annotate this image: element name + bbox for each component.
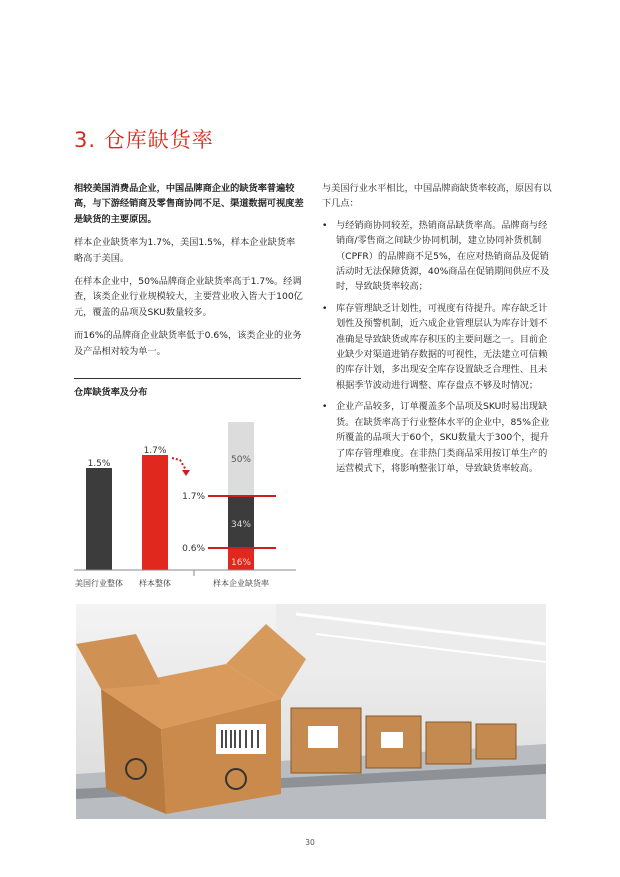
x-label-us: 美国行业整体 xyxy=(75,579,123,588)
reason-item-1: • 与经销商协同较差，热销商品缺货率高。品牌商与经销商/零售商之间缺少协同机制，建立协同补货机制（CPFR）的品牌商不足5%，在应对热销商品及促销活动时无法保障货源，40%商品在促销期间供应不及时，导致缺货率较高； xyxy=(322,218,554,295)
right-column xyxy=(322,181,554,482)
stack-label-34: 34% xyxy=(230,520,252,530)
section-title: 3. 仓库缺货率 xyxy=(74,128,214,152)
chart-svg xyxy=(74,400,304,595)
lead-paragraph: 相较美国消费品企业，中国品牌商企业的缺货率普遍较高，与下游经销商及零售商协同不足、渠道数据可视度差是缺货的主要原因。 xyxy=(74,183,304,225)
bar-us xyxy=(86,468,112,570)
warehouse-boxes-photo xyxy=(76,604,546,819)
x-label-distribution: 样本企业缺货率 xyxy=(213,579,269,588)
reason-item-3: • 企业产品较多，订单覆盖多个品项及SKU时易出现缺货。在缺货率高于行业整体水平的企业中，85%企业所覆盖的品项大于60个，SKU数量大于300个，提升了库存管理难度。在非热门类商品采用按订单生产的运营模式下，将影响整张订单，导致缺货率较高。 xyxy=(322,399,554,476)
stack-label-50: 50% xyxy=(230,455,252,465)
paragraph-1: 样本企业缺货率为1.7%，美国1.5%，样本企业缺货率略高于美国。 xyxy=(74,237,296,264)
threshold-label-1-7: 1.7% xyxy=(182,492,205,502)
paragraph-2: 在样本企业中，50%品牌商企业缺货率高于1.7%。经调查，该类企业行业规模较大，主要营业收入皆大于100亿元，覆盖的品项及SKU数量较多。 xyxy=(74,276,303,318)
bar-label-sample: 1.7% xyxy=(143,446,167,456)
bar-label-us: 1.5% xyxy=(87,459,111,469)
right-intro: 与美国行业水平相比，中国品牌商缺货率较高，原因有以下几点： xyxy=(322,183,552,210)
threshold-label-0-6: 0.6% xyxy=(182,544,205,554)
chart-title: 仓库缺货率及分布 xyxy=(74,387,148,398)
connector-dotted xyxy=(172,458,186,470)
left-column xyxy=(74,181,304,367)
page-number: 30 xyxy=(305,838,315,847)
stack-label-16: 16% xyxy=(230,558,252,568)
x-label-sample: 样本整体 xyxy=(139,579,171,588)
connector-arrow xyxy=(182,470,190,476)
reason-list xyxy=(322,218,554,477)
paragraph-3: 而16%的品牌商企业缺货率低于0.6%，该类企业的业务及产品相对较为单一。 xyxy=(74,330,302,357)
stockout-chart xyxy=(74,400,304,599)
chart-divider xyxy=(74,378,301,379)
bar-sample xyxy=(142,455,168,570)
reason-item-2: • 库存管理缺乏计划性，可视度有待提升。库存缺乏计划性及预警机制，近六成企业管理层认为库存计划不准确是导致缺货或库存积压的主要问题之一。目前企业缺少对渠道进销存数据的可视性，无法建立可信赖的库存计划，多出现安全库存设置缺乏合理性、且未根据季节波动进行调整、库存盘点不够及时情况； xyxy=(322,301,554,393)
